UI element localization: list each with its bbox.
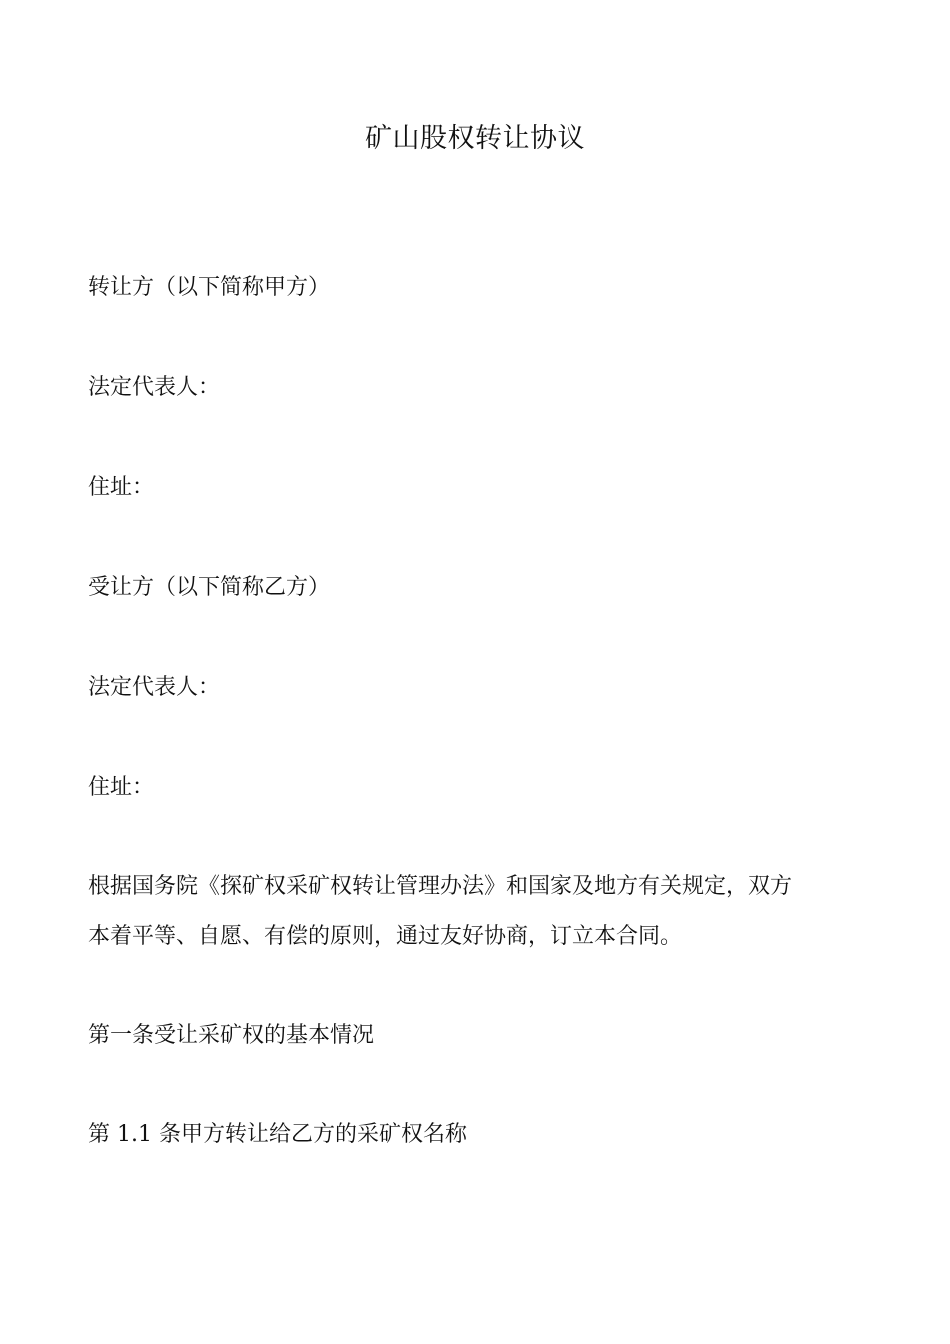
preamble-line-1: 根据国务院《探矿权采矿权转让管理办法》和国家及地方有关规定，双方 bbox=[88, 874, 793, 899]
transferor-line: 转让方（以下简称甲方） bbox=[88, 275, 331, 300]
transferor-address-line: 住址： bbox=[88, 475, 155, 500]
clause-1-1: 第 1.1 条甲方转让给乙方的采矿权名称 bbox=[88, 1122, 467, 1147]
transferee-representative-line: 法定代表人： bbox=[88, 675, 221, 700]
document-title: 矿山股权转让协议 bbox=[365, 123, 585, 154]
transferee-line: 受让方（以下简称乙方） bbox=[88, 575, 331, 600]
transferee-address-line: 住址： bbox=[88, 775, 155, 800]
preamble-line-2: 本着平等、自愿、有偿的原则，通过友好协商，订立本合同。 bbox=[88, 924, 683, 949]
article-1-heading: 第一条受让采矿权的基本情况 bbox=[88, 1023, 375, 1048]
transferor-representative-line: 法定代表人： bbox=[88, 375, 221, 400]
